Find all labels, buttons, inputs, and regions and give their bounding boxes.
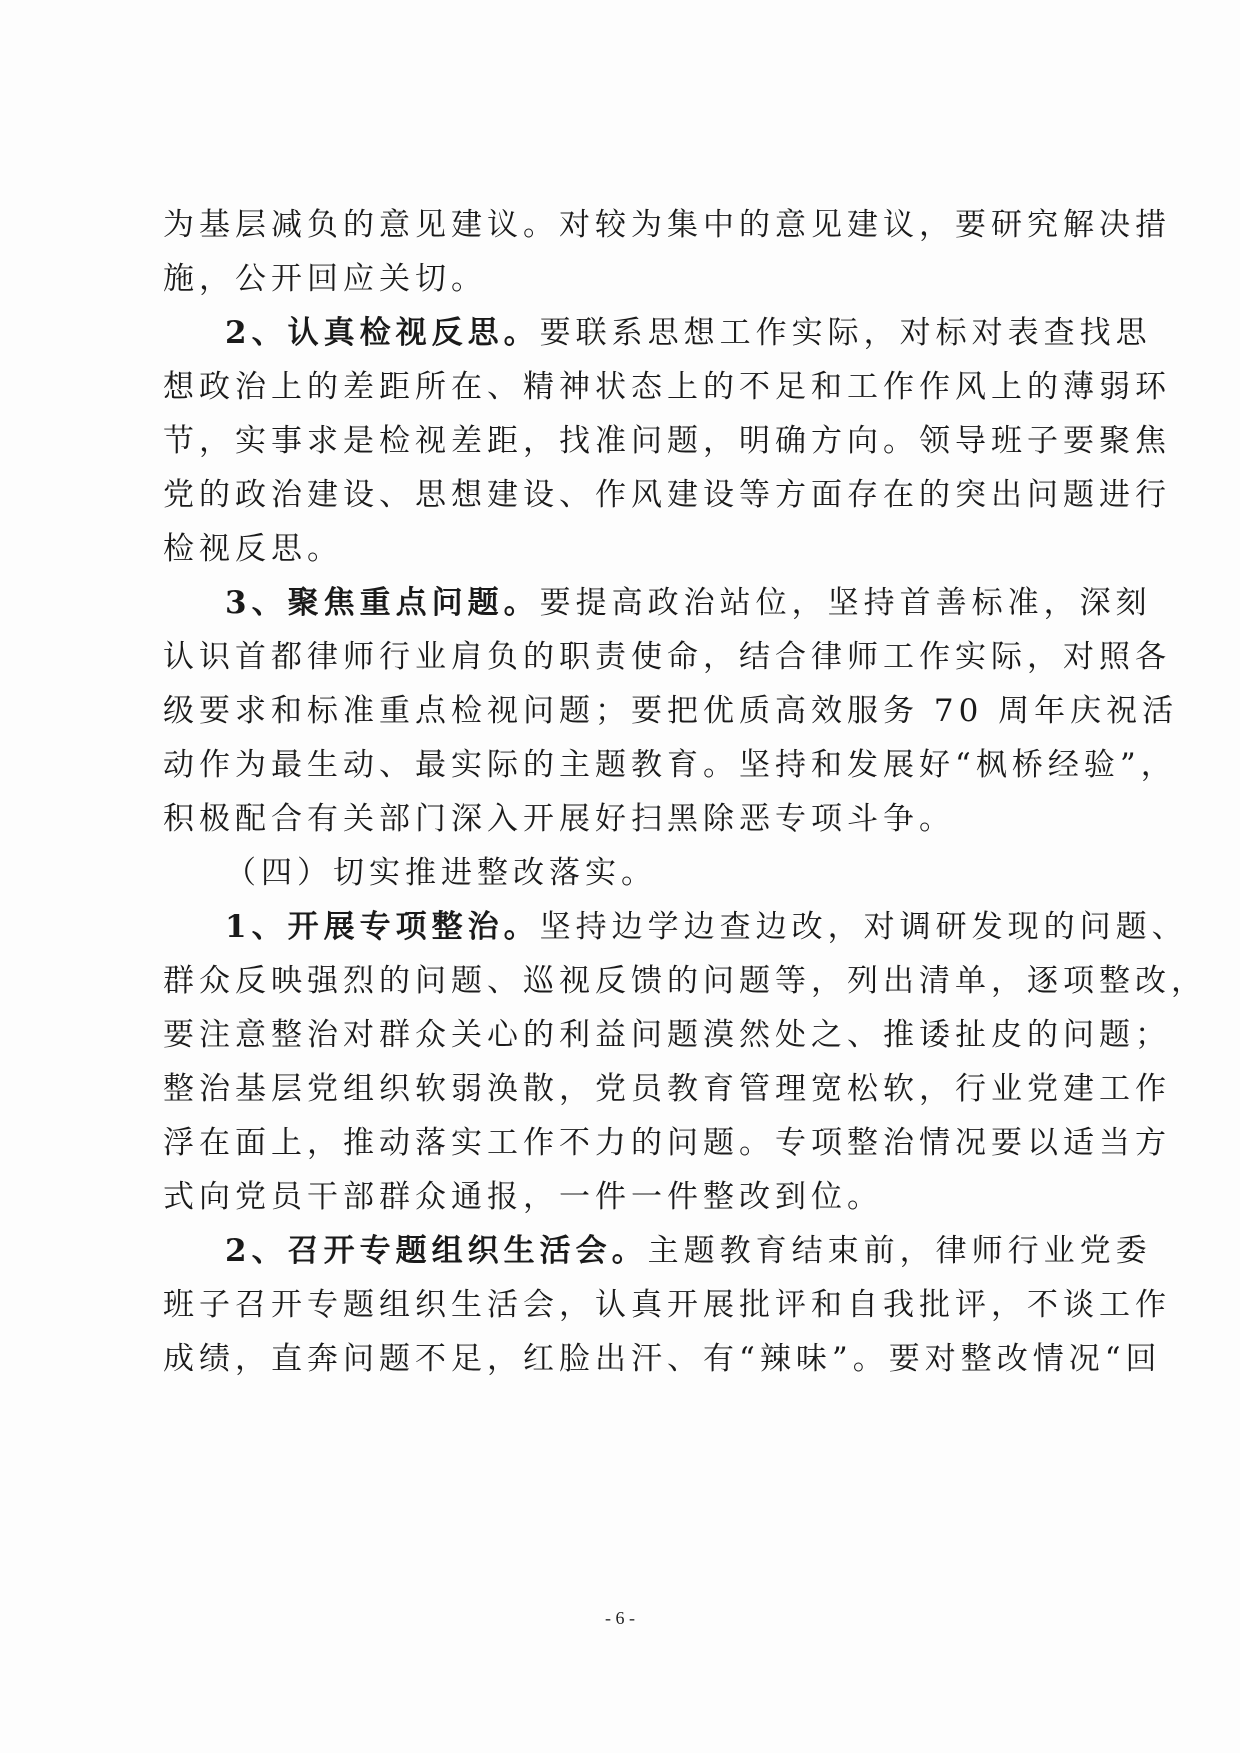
line-text: 认识首都律师行业肩负的职责使命，结合律师工作实际，对照各	[163, 639, 1171, 675]
text-line	[163, 1339, 1162, 1379]
line-text: 党的政治建设、思想建设、作风建设等方面存在的突出问题进行	[163, 477, 1171, 513]
line-text: 要注意整治对群众关心的利益问题漠然处之、推诿扯皮的问题；	[163, 1017, 1171, 1053]
text-line	[163, 1123, 1171, 1163]
text-line	[225, 907, 1188, 947]
line-text: 动作为最生动、最实际的主题教育。坚持和发展好“枫桥经验”，	[163, 747, 1177, 783]
item-heading: 1、开展专项整治。	[225, 909, 540, 945]
text-line	[163, 1285, 1171, 1325]
text-line	[163, 1177, 1083, 1217]
line-text: 级要求和标准重点检视问题；要把优质高效服务 70 周年庆祝活	[163, 693, 1179, 729]
text-line	[163, 421, 1171, 461]
item-heading: 2、认真检视反思。	[225, 315, 540, 351]
line-text: 整治基层党组织软弱涣散，党员教育管理宽松软，行业党建工作	[163, 1071, 1171, 1107]
text-line	[225, 313, 1152, 353]
line-text: 式向党员干部群众通报，一件一件整改到位。	[163, 1179, 883, 1215]
line-text: 班子召开专题组织生活会，认真开展批评和自我批评，不谈工作	[163, 1287, 1171, 1323]
text-line	[163, 799, 1083, 839]
text-line	[163, 367, 1171, 407]
line-text: 检视反思。	[163, 531, 343, 567]
text-line	[225, 1231, 1152, 1271]
line-text: 要联系思想工作实际，对标对表查找思	[539, 315, 1152, 351]
line-text: 群众反映强烈的问题、巡视反馈的问题等，列出清单，逐项整改，	[163, 963, 1207, 999]
item-heading: 3、聚焦重点问题。	[225, 585, 540, 621]
text-line	[163, 205, 1171, 245]
text-line	[163, 961, 1207, 1001]
line-text: 为基层减负的意见建议。对较为集中的意见建议，要研究解决措	[163, 207, 1171, 243]
section-heading	[225, 853, 1083, 893]
text-line	[163, 1015, 1171, 1055]
text-line	[225, 583, 1152, 623]
line-text: 主题教育结束前，律师行业党委	[647, 1233, 1152, 1269]
text-line	[163, 259, 1083, 299]
text-line	[163, 1069, 1171, 1109]
line-text: 节，实事求是检视差距，找准问题，明确方向。领导班子要聚焦	[163, 423, 1171, 459]
line-text: 想政治上的差距所在、精神状态上的不足和工作作风上的薄弱环	[163, 369, 1171, 405]
line-text: 施，公开回应关切。	[163, 261, 487, 297]
text-line	[163, 529, 1083, 569]
page-number: - 6 -	[605, 1608, 635, 1628]
line-text: 要提高政治站位，坚持首善标准，深刻	[539, 585, 1152, 621]
line-text: （四）切实推进整改落实。	[225, 855, 657, 891]
item-heading: 2、召开专题组织生活会。	[225, 1233, 648, 1269]
line-text: 成绩，直奔问题不足，红脸出汗、有“辣味”。要对整改情况“回	[163, 1341, 1162, 1377]
line-text: 坚持边学边查边改，对调研发现的问题、	[539, 909, 1188, 945]
text-line	[163, 475, 1171, 515]
text-line	[163, 691, 1179, 731]
line-text: 积极配合有关部门深入开展好扫黑除恶专项斗争。	[163, 801, 955, 837]
text-line	[163, 637, 1171, 677]
line-text: 浮在面上，推动落实工作不力的问题。专项整治情况要以适当方	[163, 1125, 1171, 1161]
text-line	[163, 745, 1177, 785]
